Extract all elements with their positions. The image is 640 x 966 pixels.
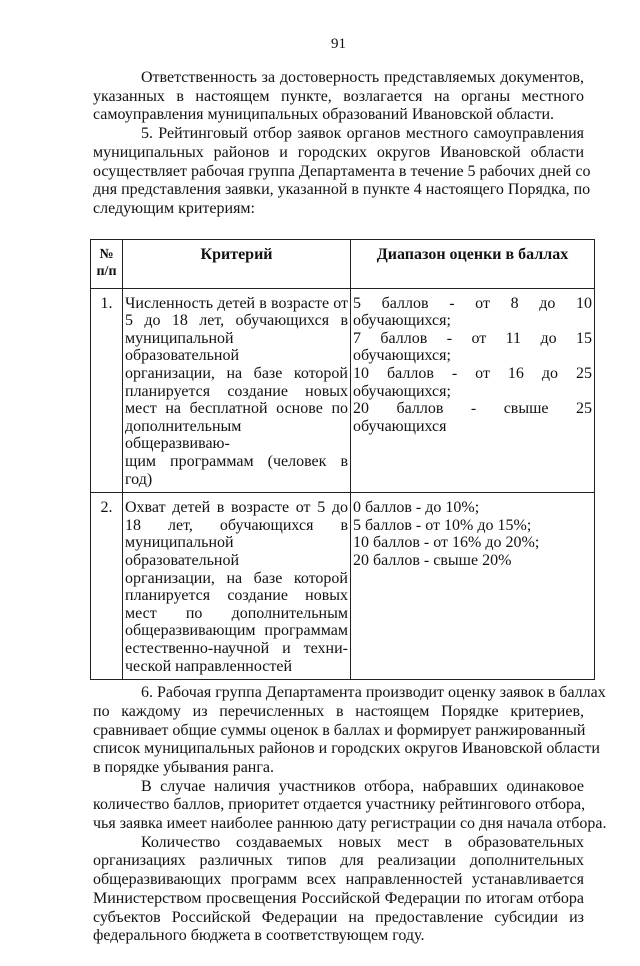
text-line: дня представления заявки, указанной в пункте 4 настоящего Порядка, по [93,181,591,199]
text-line: общеразвивающих программ всех направленностей устанавливается [93,871,584,889]
table-row [91,493,595,680]
text-line: Численность детей в возрасте от [125,294,348,312]
header-range: Диапазон оценки в баллах [351,239,595,288]
text-line: федерального бюджета в соответствующем году. [93,927,425,945]
text-line: указанных в настоящем пункте, возлагается на органы местного [93,87,584,105]
text-line: мест по дополнительным [125,604,348,622]
text-line: планируется создание новых [125,587,348,605]
text-line: 5 до 18 лет, обучающихся в [125,312,348,330]
text-line: 10 баллов - от 16 до 25 обучающихся; [353,365,592,400]
text-line: Министерством просвещения Российской Федерации по итогам отбора [93,889,584,907]
table-header-row [91,239,595,288]
text-line: дополнительным общеразвиваю- [125,417,242,453]
criterion-cell [123,493,351,680]
header-number: № п/п [91,239,123,288]
header-criterion: Критерий [123,239,351,288]
text-line: количество баллов, приоритет отдается участнику рейтингового отбора, [93,796,586,814]
text-line: 5 баллов - от 8 до 10 обучающихся; [353,294,592,330]
text-line: щим программам (человек в год) [125,452,348,488]
paragraph [93,69,584,125]
intro-text [93,69,591,219]
text-line: общеразвивающим программам [125,622,348,640]
text-line: Охват детей в возрасте от 5 до [125,499,348,517]
page-number: 91 [331,36,346,52]
outro-text [93,684,607,946]
text-line: мест на бесплатной основе по [125,400,348,418]
range-cell [351,493,595,680]
text-line: 6. Рабочая группа Департамента производит оценку заявок в баллах [141,684,606,702]
text-line: следующим критериям: [93,199,255,217]
text-line: сравнивает общие суммы оценок в баллах и формирует ранжированный [93,721,586,739]
text-line: субъектов Российской Федерации на предоставление субсидии из [93,908,584,926]
criterion-cell [123,288,351,493]
text-line: организации, на базе которой [125,569,348,587]
row-number: 1. [91,288,123,493]
text-line: муниципальной образовательной [125,329,239,365]
text-line: муниципальной образовательной [125,534,239,569]
text-line: 20 баллов - свыше 25 обучающихся [353,400,592,435]
text-line: В случае наличия участников отбора, набравших одинаковое [141,777,584,795]
text-line: естественно-научной и техни- [125,639,348,657]
text-line: чья заявка имеет наиболее раннюю дату регистрации со дня начала отбора. [93,815,607,833]
text-line: по каждому из перечисленных в настоящем Порядке критериев, [93,702,584,720]
text-line: 0 баллов - до 10%; [353,499,480,517]
range-cell [351,288,595,493]
table-row [91,288,595,493]
text-line: 7 баллов - от 11 до 15 обучающихся; [353,329,592,365]
text-line: в порядке убывания ранга. [93,758,275,776]
paragraph [93,834,584,946]
text-line: Количество создаваемых новых мест в образовательных [141,833,584,851]
text-line: организации, на базе которой [125,365,348,382]
text-line: 10 баллов - от 16% до 20%; [353,534,540,552]
text-line: муниципальных районов и городских округов Ивановской области [93,143,584,161]
text-line: 20 баллов - свыше 20% [353,551,512,569]
text-line: 5 баллов - от 10% до 15%; [353,516,532,534]
text-line: планируется создание новых [125,382,348,400]
text-line: организациях различных типов для реализации дополнительных [93,852,584,870]
criteria-table [90,239,595,680]
paragraph [93,684,606,778]
text-line: осуществляет рабочая группа Департамента в течение 5 рабочих дней со [93,162,591,180]
text-line: Ответственность за достоверность представляемых документов, [141,69,584,86]
text-line: 18 лет, обучающихся в [125,516,348,534]
paragraph [93,125,591,219]
text-line: ческой направленностей [125,657,292,675]
text-line: список муниципальных районов и городских округов Ивановской области [93,740,600,758]
row-number: 2. [91,493,123,680]
text-line: самоуправления муниципальных образований Ивановской области. [93,106,554,124]
text-line: 5. Рейтинговый отбор заявок органов местного самоуправления [141,125,584,143]
paragraph [93,777,607,834]
